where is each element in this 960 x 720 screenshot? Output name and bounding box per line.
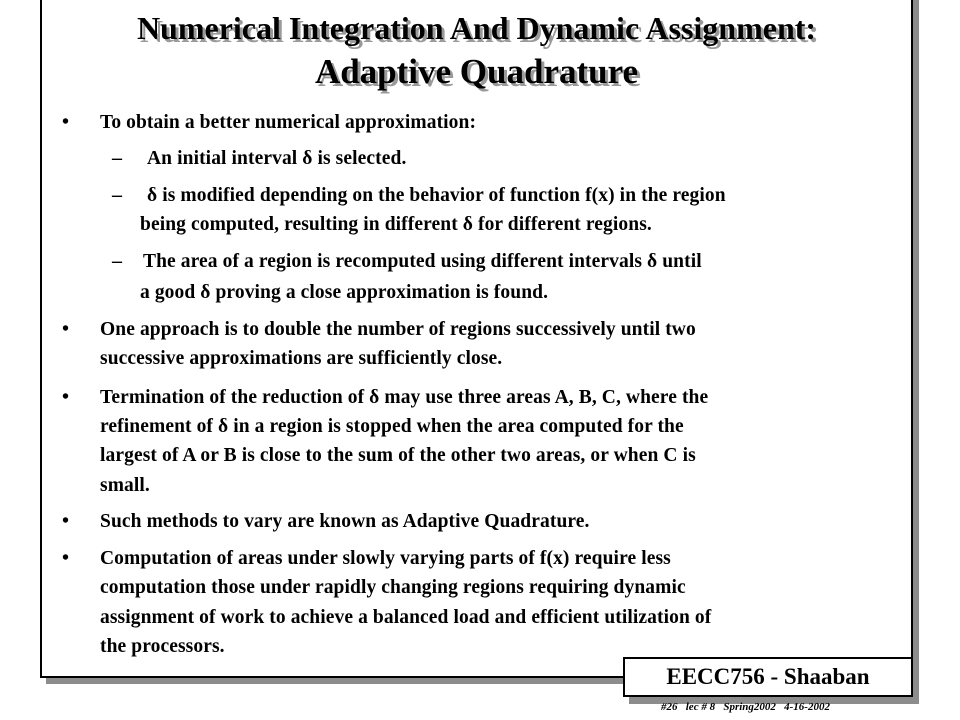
bullet-marker: • bbox=[62, 386, 70, 408]
bullet-marker: • bbox=[62, 111, 70, 133]
sub-bullet-text: δ is modified depending on the behavior of function f(x) in the region bbox=[147, 185, 726, 206]
bullet-text-continued: computation those under rapidly changing regions requiring dynamic bbox=[100, 577, 686, 598]
bullet-text: Termination of the reduction of δ may use three areas A, B, C, where the bbox=[100, 387, 709, 408]
sub-bullet-text: The area of a region is recomputed using different intervals δ until bbox=[143, 251, 702, 272]
course-badge: EECC756 - Shaaban bbox=[623, 657, 913, 697]
bullet-text: Such methods to vary are known as Adaptive Quadrature. bbox=[100, 511, 590, 532]
bullet-marker: • bbox=[62, 318, 70, 340]
sub-bullet-text: An initial interval δ is selected. bbox=[147, 148, 407, 169]
sub-bullet-dash: – bbox=[112, 184, 122, 206]
slide-title-line-2: Adaptive Quadrature bbox=[314, 52, 639, 91]
bullet-text: Computation of areas under slowly varying parts of f(x) require less bbox=[100, 548, 671, 569]
bullet-text-continued: the processors. bbox=[100, 636, 225, 657]
sub-bullet-text-continued: being computed, resulting in different δ for different regions. bbox=[140, 214, 652, 235]
sub-bullet-dash: – bbox=[112, 147, 122, 169]
slide-title-line-1: Numerical Integration And Dynamic Assignment: bbox=[136, 10, 817, 46]
sub-bullet-text-continued: a good δ proving a close approximation is found. bbox=[140, 282, 549, 303]
bullet-text-continued: successive approximations are sufficiently close. bbox=[100, 348, 503, 369]
bullet-text: One approach is to double the number of regions successively until two bbox=[100, 319, 696, 340]
bullet-text-continued: refinement of δ in a region is stopped when the area computed for the bbox=[100, 416, 684, 437]
sub-bullet-dash: – bbox=[112, 250, 122, 272]
bullet-text-continued: small. bbox=[100, 475, 150, 496]
bullet-text-continued: assignment of work to achieve a balanced load and efficient utilization of bbox=[100, 607, 712, 628]
bullet-marker: • bbox=[62, 547, 70, 569]
bullet-marker: • bbox=[62, 510, 70, 532]
slide-footer: #26 lec # 8 Spring2002 4-16-2002 bbox=[661, 701, 830, 713]
bullet-text-continued: largest of A or B is close to the sum of the other two areas, or when C is bbox=[100, 445, 696, 466]
bullet-text: To obtain a better numerical approximation: bbox=[100, 112, 477, 133]
